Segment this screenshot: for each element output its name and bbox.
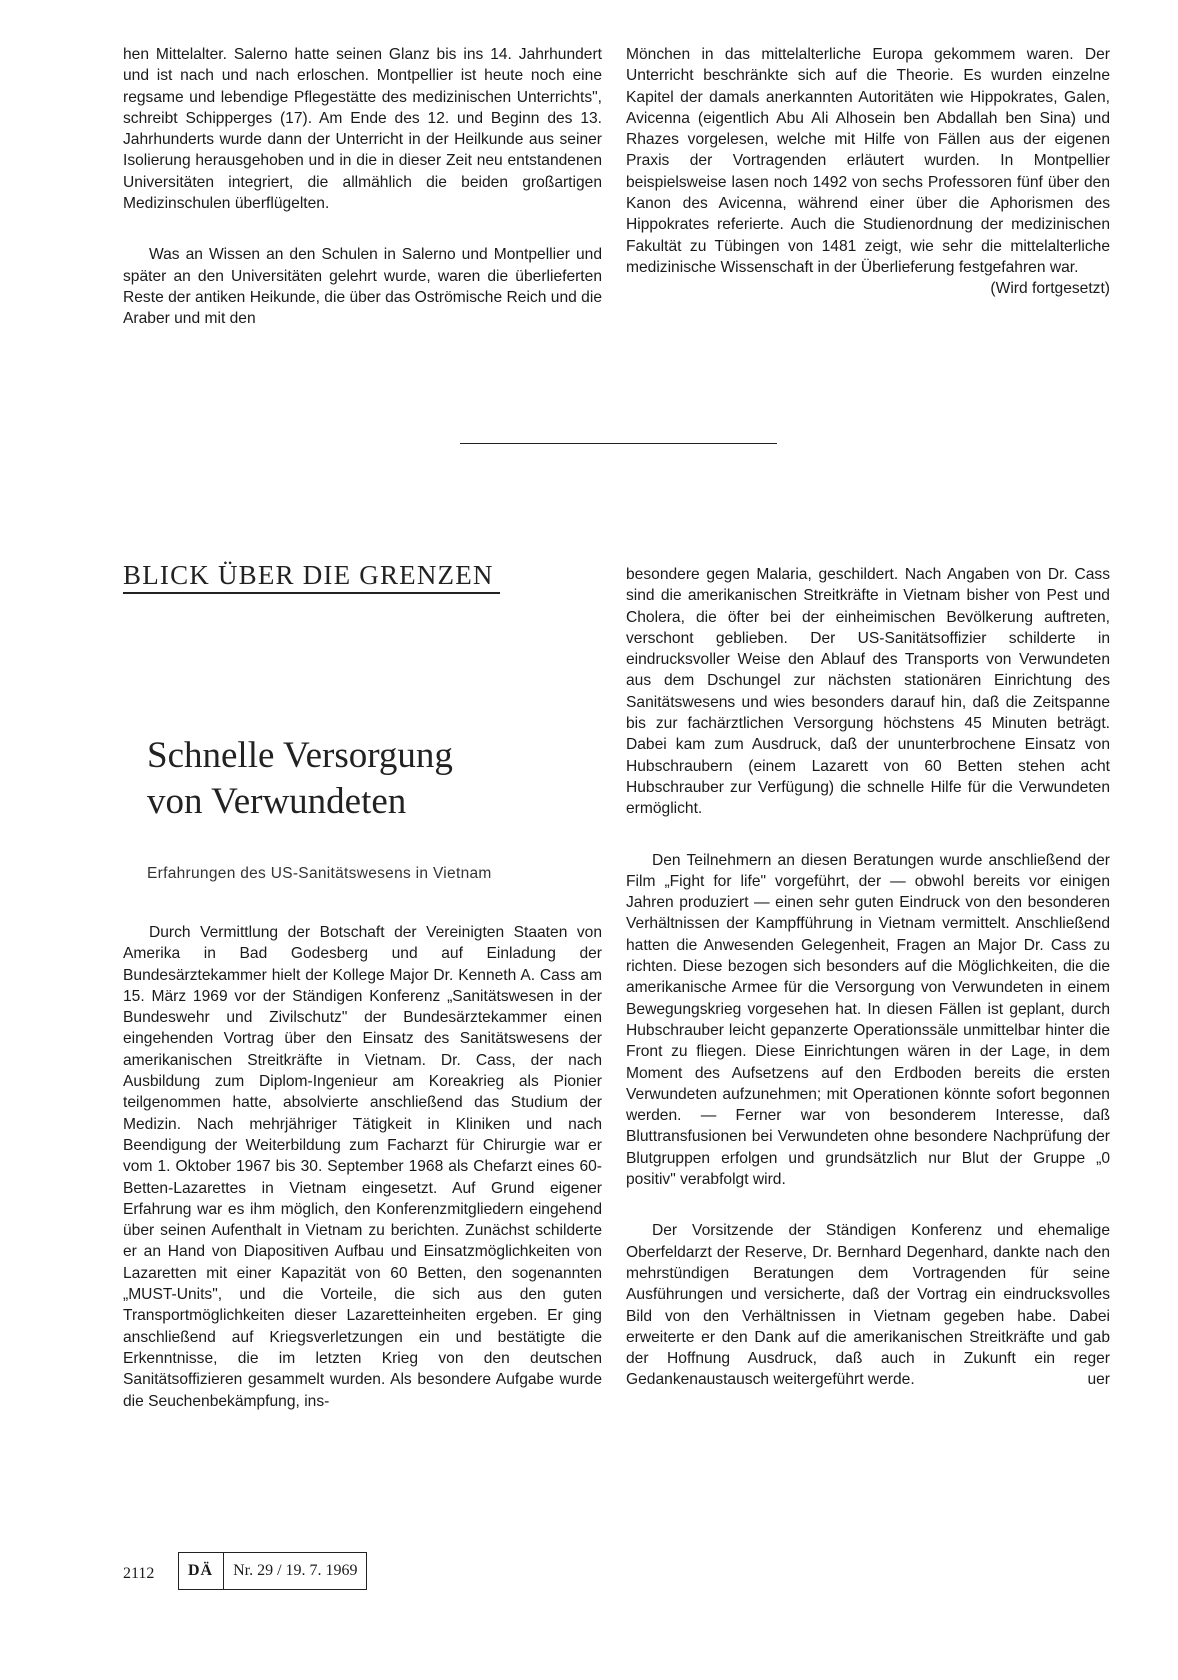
author-signature: uer [1087,1371,1110,1389]
article-title-line: Schnelle Versorgung [147,735,453,776]
paragraph: besondere gegen Malaria, geschildert. Nach Angaben von Dr. Cass sind die amerikanischen Streitkräfte in Vietnam bisher von Pest und Cholera, die öfter bei der einheimischen Bevölkerung auftreten, verschont geblieben. Der US-Sanitätsoffizier schilderte in eindrucksvoller Weise den Ablauf des Transports von Verwundeten aus dem Dschungel zur nächsten stationären Einrichtung des Sanitätswesens und wies besonders darauf hin, daß die Zeitspanne bis zur fachärztlichen Versorgung höchstens 45 Minuten beträgt. Dabei kam zum Ausdruck, daß der ununterbrochene Einsatz von Hubschraubern (einem Lazarett von 60 Betten stehen acht Hubschrauber zur Verfügung) die schnelle Hilfe für die Verwundeten ermöglicht. [626,566,1110,818]
article-title [147,733,453,825]
journal-footer [178,1552,367,1590]
section-heading: BLICK ÜBER DIE GRENZEN [123,560,500,594]
paragraph: Durch Vermittlung der Botschaft der Vereinigten Staaten von Amerika in Bad Godesberg und auf Einladung der Bundesärztekammer hielt der Kollege Major Dr. Kenneth A. Cass am 15. März 1969 vor der Ständigen Konferenz „Sanitätswesen in der Bundeswehr und Zivilschutz" der Bundesärztekammer einen eingehenden Vortrag über den Einsatz des Sanitätswesens der amerikanischen Streitkräfte in Vietnam. Dr. Cass, der nach Ausbildung zum Diplom-Ingenieur am Koreakrieg als Pionier teilgenommen hatte, absolvierte anschließend das Studium der Medizin. Nach mehrjähriger Tätigkeit in Kliniken und nach Beendigung der Weiterbildung zum Facharzt für Chirurgie war er vom 1. Oktober 1967 bis 30. September 1968 als Chefarzt eines 60-Betten-Lazarettes in Vietnam eingesetzt. Auf Grund eigener Erfahrung war es ihm möglich, den Konferenzmitgliedern eingehend über seinen Aufenthalt in Vietnam zu berichten. Zunächst schilderte er an Hand von Diapositiven Aufbau und Einsatzmöglichkeiten von Lazaretten mit einer Kapazität von 60 Betten, den sogenannten „MUST-Units", und die Vorteile, die sich aus den guten Transportmöglichkeiten dieser Lazaretteinheiten ergeben. Er ging anschließend auf Kriegsverletzungen ein und bestätigte die Erkenntnisse, die im letzten Krieg von den deutschen Sanitätsoffizieren gesammelt wurden. Als besondere Aufgabe wurde die Seuchenbekämpfung, ins- [123,924,602,1410]
paragraph-text: Der Vorsitzende der Ständigen Konferenz und ehemalige Oberfeldarzt der Reserve, Dr. Bernhard Degenhard, dankte nach den mehrstündigen Beratungen dem Vortragenden für seine Ausführungen und versicherte, daß der Vortrag ein eindrucksvolles Bild von den Verhältnissen in Vietnam gegeben habe. Dabei erweiterte er den Dank auf die amerikanischen Streitkräfte und gab der Hoffnung Ausdruck, daß auch in Zukunft ein reger Gedankenaustausch weitergeführt werde. [626,1222,1110,1389]
paragraph: Was an Wissen an den Schulen in Salerno und Montpellier und später an den Universitäten gelehrt wurde, waren die überlieferten Reste der antiken Heikunde, die über das Oströmische Reich und die Araber und mit den [123,246,602,328]
bottom-left-column [123,922,602,1412]
page-number: 2112 [123,1565,155,1582]
bottom-right-column [626,564,1110,1391]
top-right-column [626,44,1110,300]
paragraph [626,1220,1110,1390]
paragraph: hen Mittelalter. Salerno hatte seinen Glanz bis ins 14. Jahrhundert und ist nach und nach erloschen. Montpellier ist heute noch eine regsame und lebendige Pflegestätte des medizinischen Unterrichts", schreibt Schipperges (17). Am Ende des 12. und Beginn des 13. Jahrhunderts wurde dann der Unterricht in der Heilkunde aus seiner Isolierung herausgehoben und in die in dieser Zeit neu entstandenen Universitäten integriert, die allmählich die beiden großartigen Medizinschulen überflügelten. [123,46,602,213]
paragraph: Den Teilnehmern an diesen Beratungen wurde anschließend der Film „Fight for life" vorgeführt, der — obwohl bereits vor einigen Jahren produziert — einen sehr guten Eindruck von den besonderen Verhältnissen der Kampfführung in Vietnam vermittelt. Anschließend hatten die Anwesenden Gelegenheit, Fragen an Major Dr. Cass zu richten. Diese bezogen sich besonders auf die Möglichkeiten, die die amerikanische Armee für die Versorgung von Verwundeten in einem Bewegungskrieg vorgesehen hat. In diesen Fällen ist geplant, durch Hubschrauber leicht gepanzerte Operationssäle unmittelbar hinter die Front zu fliegen. Diese Einrichtungen wären in der Lage, in dem Moment des Aufsetzens auf den Erdboden bereits die ersten Verwundeten aufzunehmen; mit Operationen könnte sofort begonnen werden. — Ferner war von besonderem Interesse, daß Bluttransfusionen bei Verwundeten ohne besondere Nachprüfung der Blutgruppen erfolgen und grundsätzlich nur Blut der Gruppe „0 positiv" verabfolgt wird. [626,851,1110,1189]
continued-note: (Wird fortgesetzt) [990,280,1110,298]
section-divider [460,443,777,444]
article-subtitle: Erfahrungen des US-Sanitätswesens in Vietnam [147,865,492,882]
paragraph: Mönchen in das mittelalterliche Europa gekommem waren. Der Unterricht beschränkte sich auf die Theorie. Es wurden einzelne Kapitel der damals anerkannten Autoritäten wie Hippokrates, Galen, Avicenna (eigentlich Abu Ali Alhosein ben Abdallah ben Sina) und Rhazes vorgelesen, welche mit Hilfe von Fällen aus der eigenen Praxis der Vortragenden erläutert wurden. In Montpellier beispielsweise lasen noch 1492 von sechs Professoren fünf über den Kanon des Avicenna, während einer über die Aphorismen des Hippokrates referierte. Auch die Studienordnung der medizinischen Fakultät zu Tübingen von 1481 zeigt, wie sehr die mittelalterliche medizinische Wissenschaft in der Überlieferung festgefahren war. [626,46,1110,276]
top-left-column [123,44,602,330]
issue-info: Nr. 29 / 19. 7. 1969 [233,1562,358,1579]
journal-logo: DÄ [179,1553,224,1589]
article-title-line: von Verwundeten [147,781,407,822]
